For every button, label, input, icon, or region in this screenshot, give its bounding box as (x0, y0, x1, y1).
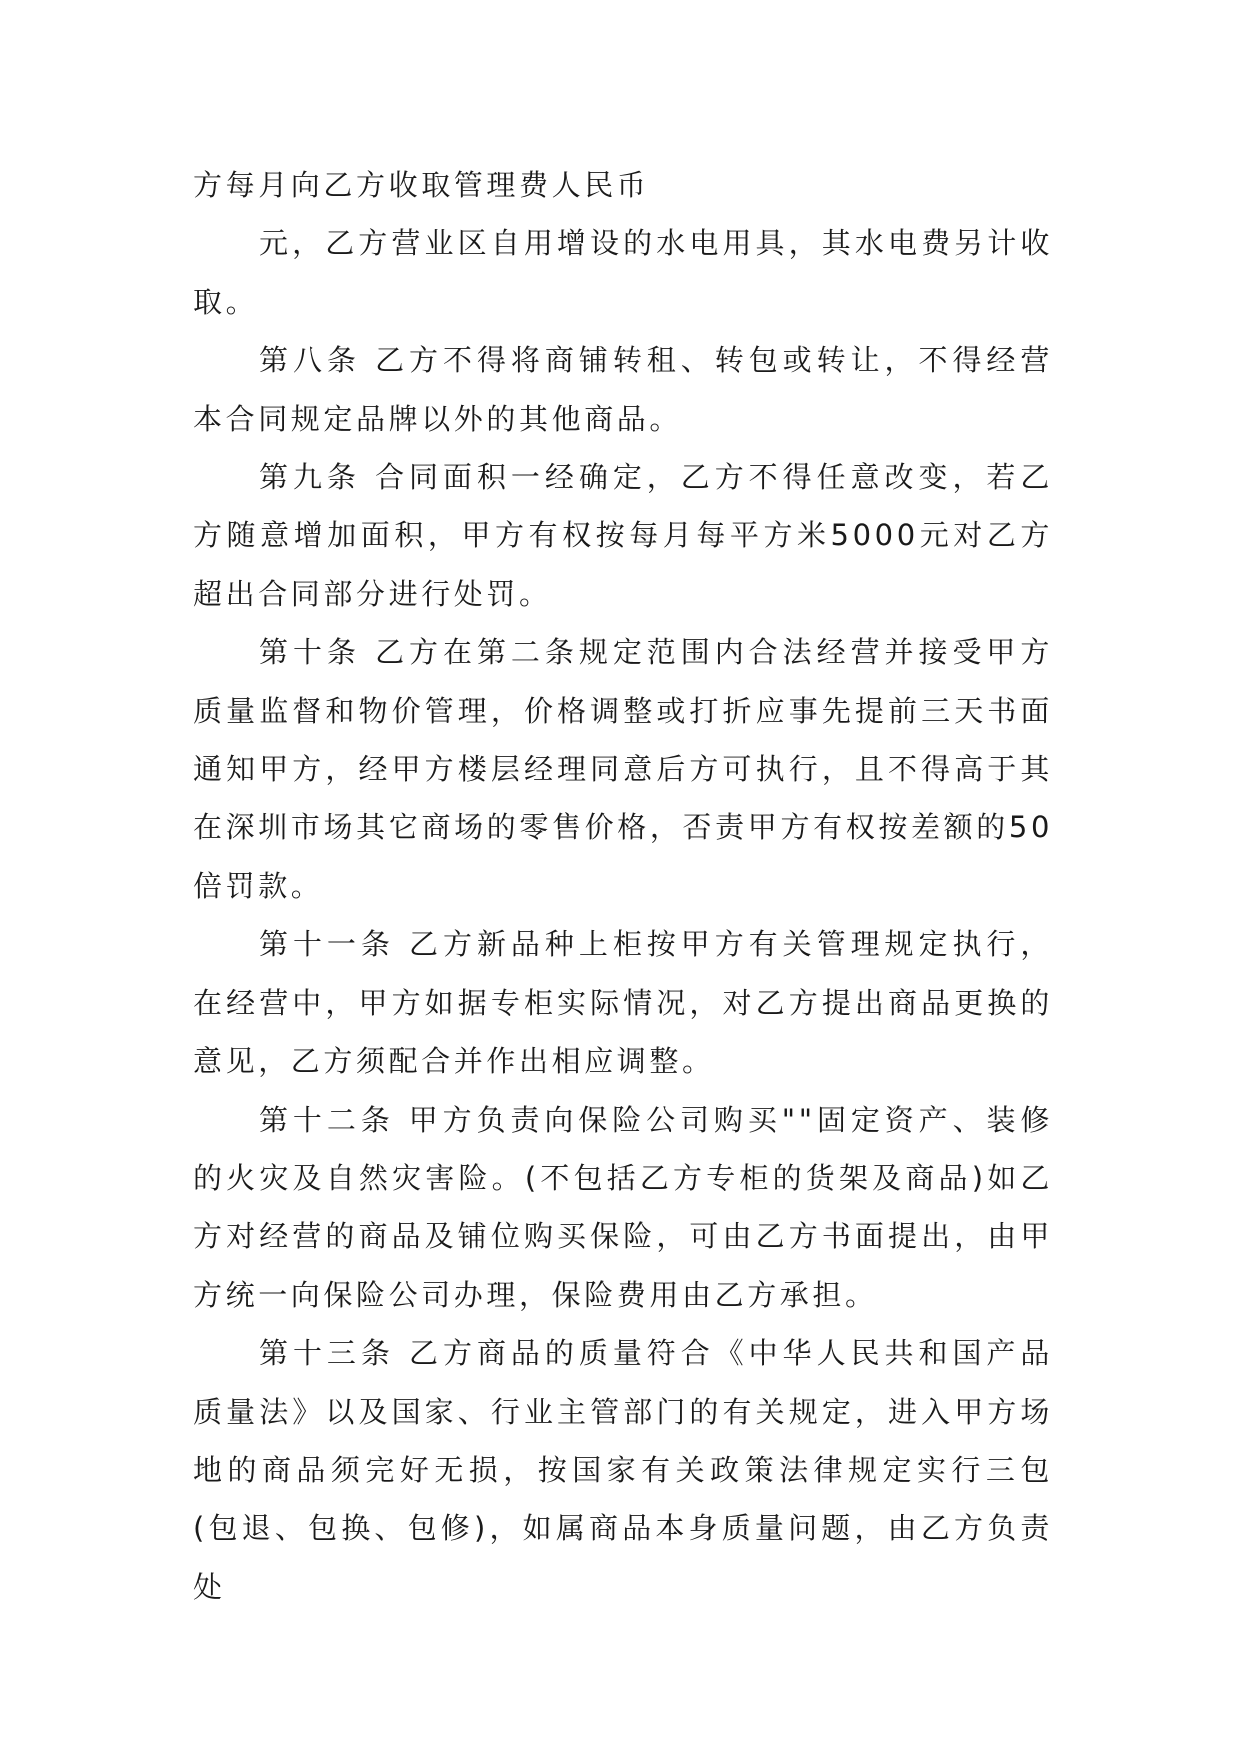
article-10-paragraph: 第十条 乙方在第二条规定范围内合法经营并接受甲方质量监督和物价管理，价格调整或打折应事先提前三天书面通知甲方，经甲方楼层经理同意后方可执行，且不得高于其在深圳市场其它商场的零售价格，否责甲方有权按差额的50倍罚款。 (193, 635, 1053, 903)
article-13-paragraph: 第十三条 乙方商品的质量符合《中华人民共和国产品质量法》以及国家、行业主管部门的有关规定，进入甲方场地的商品须完好无损，按国家有关政策法律规定实行三包(包退、包换、包修)，如属商品本身质量问题，由乙方负责处 (193, 1336, 1053, 1604)
article-8-paragraph: 第八条 乙方不得将商铺转租、转包或转让，不得经营本合同规定品牌以外的其他商品。 (193, 343, 1053, 436)
article-9-paragraph: 第九条 合同面积一经确定，乙方不得任意改变，若乙方随意增加面积，甲方有权按每月每平方米5000元对乙方超出合同部分进行处罚。 (193, 460, 1053, 611)
paragraph-2: 元，乙方营业区自用增设的水电用具，其水电费另计收取。 (193, 226, 1053, 319)
article-11-paragraph: 第十一条 乙方新品种上柜按甲方有关管理规定执行，在经营中，甲方如据专柜实际情况，对乙方提出商品更换的意见，乙方须配合并作出相应调整。 (193, 927, 1053, 1079)
document-body (193, 156, 1053, 1616)
paragraph-1: 方每月向乙方收取管理费人民币 (193, 168, 650, 202)
article-12-paragraph: 第十二条 甲方负责向保险公司购买""固定资产、装修的火灾及自然灾害险。(不包括乙方专柜的货架及商品)如乙方对经营的商品及铺位购买保险，可由乙方书面提出，由甲方统一向保险公司办理，保险费用由乙方承担。 (193, 1102, 1053, 1312)
